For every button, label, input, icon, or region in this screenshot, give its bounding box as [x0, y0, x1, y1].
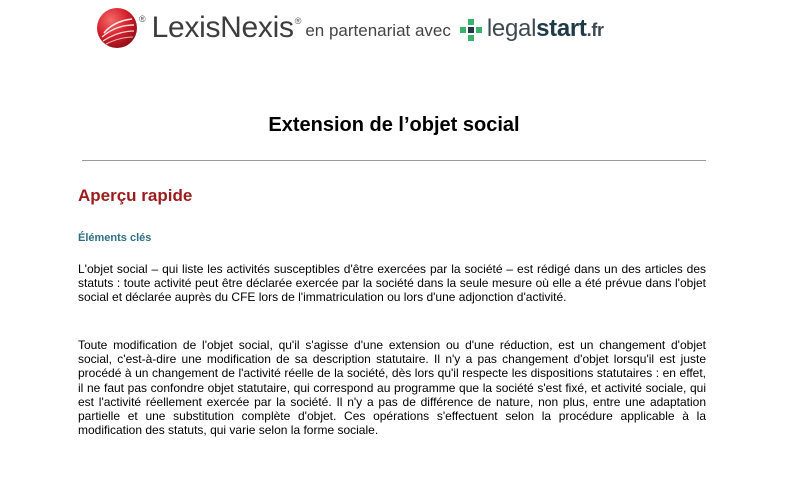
- legalstart-logo-icon: [459, 18, 483, 42]
- title-divider: [82, 160, 706, 161]
- subsection-title: Éléments clés: [78, 232, 152, 244]
- legalstart-wordmark: [487, 15, 604, 43]
- document-title: Extension de l’objet social: [268, 114, 520, 136]
- header-logos: [96, 4, 604, 52]
- legalstart-legal-text: legal: [486, 15, 537, 42]
- legalstart-tld-text: .fr: [586, 20, 604, 40]
- registered-mark-logo: ®: [139, 14, 146, 24]
- lexisnexis-wordmark: LexisNexis: [151, 11, 294, 44]
- paragraph-2: Toute modification de l'objet social, qu'il s'agisse d'une extension ou d'une réduction, est un changement d'objet social, c'est-à-dire une modification de sa description statutaire. Il n'y a pas changement d'objet lorsqu'il est juste procédé à un changement de l'activité réelle de la société, dès lors qu'il respecte les dispositions statutaires : en effet, il ne faut pas confondre objet statutaire, qui correspond au programme que la société s'est fixé, et activité sociale, qui est l'activité réellement exercée par la société. Il n'y a pas de différence de nature, non plus, entre une adaptation partielle et une substitution complète d'objet. Ces opérations s'effectuent selon la procédure applicable à la modification des statuts, qui varie selon la forme sociale.: [78, 338, 706, 438]
- registered-mark: ®: [294, 16, 302, 26]
- lexisnexis-logo-icon: [96, 7, 138, 49]
- partner-text: en partenariat avec: [305, 21, 451, 40]
- legalstart-start-text: start: [536, 15, 587, 42]
- section-title: Aperçu rapide: [78, 186, 193, 205]
- paragraph-1: L'objet social – qui liste les activités susceptibles d'être exercées par la société – est rédigé dans un des articles des statuts : toute activité peut être déclarée exercée par la société dans la seule mesure où elle a été prévue dans l'objet social et déclarée auprès du CFE lors de l'immatriculation ou lors d'une adjonction d'activité.: [78, 262, 706, 305]
